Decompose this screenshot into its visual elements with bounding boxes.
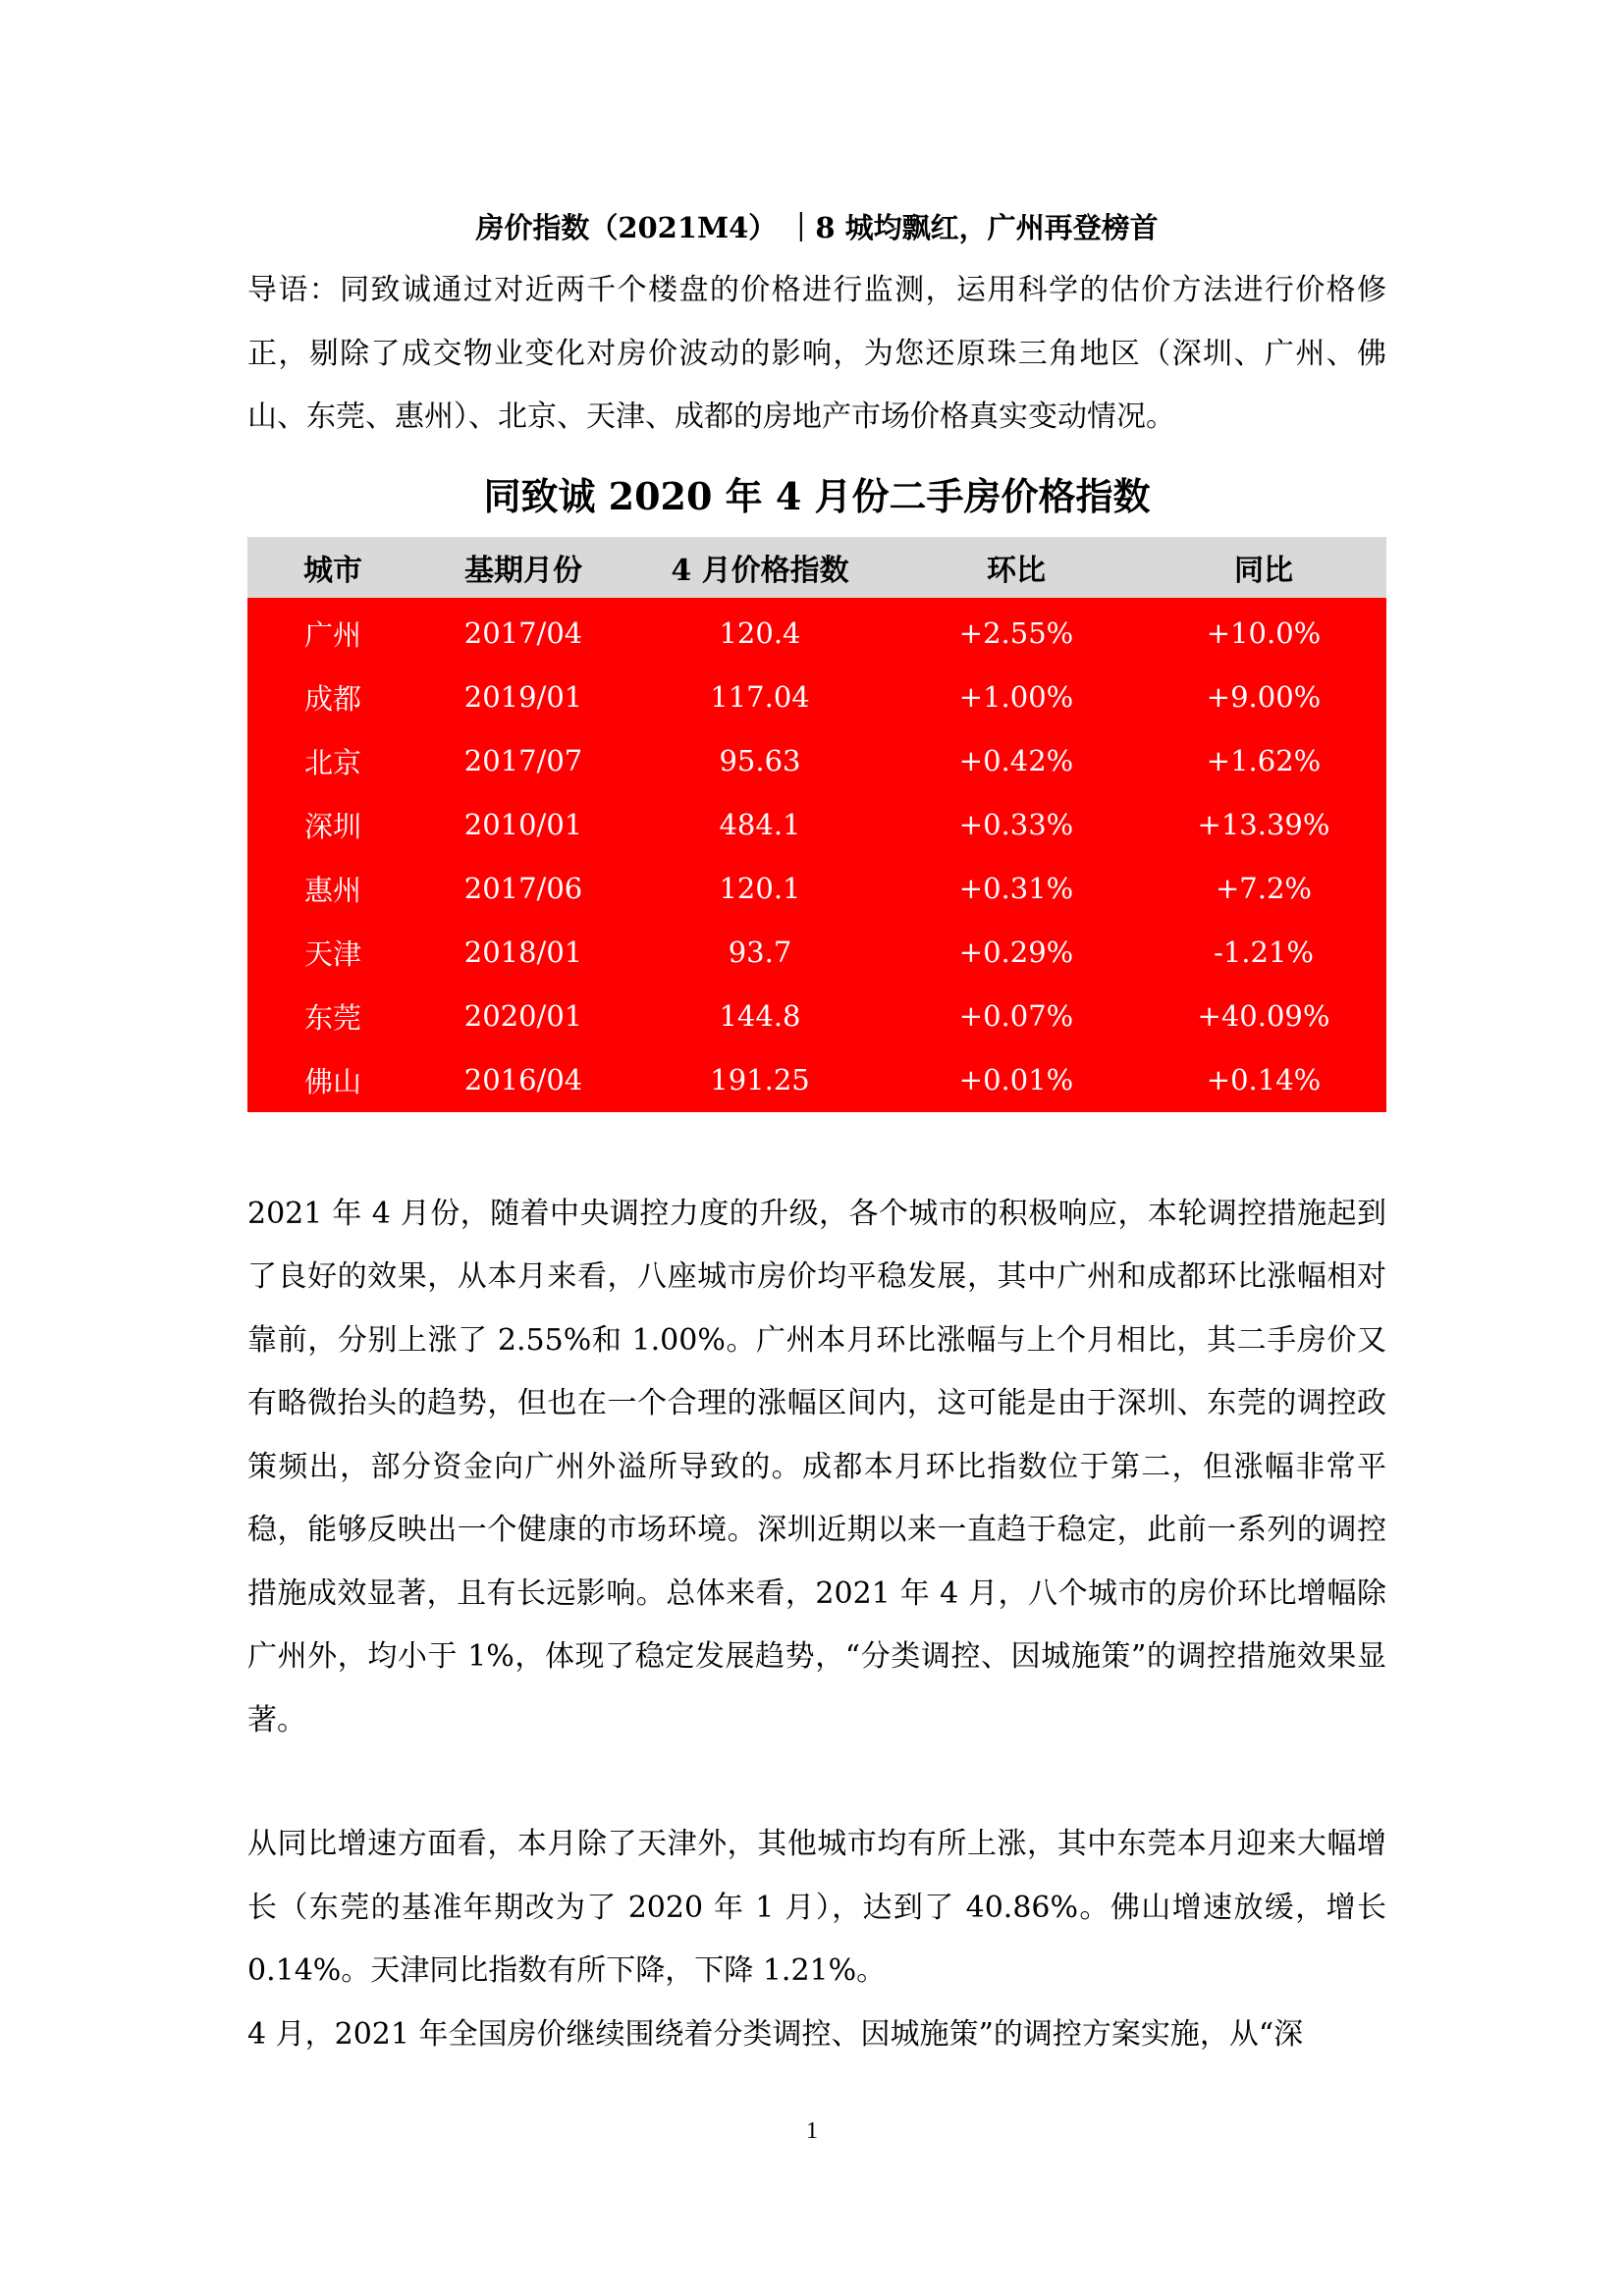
- cell-city: 惠州: [247, 857, 418, 921]
- cell-mom: +0.07%: [892, 985, 1141, 1048]
- cell-base-month: 2017/07: [418, 729, 628, 793]
- cell-mom: +0.31%: [892, 857, 1141, 921]
- table-row: [247, 921, 1386, 985]
- cell-base-month: 2019/01: [418, 666, 628, 729]
- table-row: [247, 985, 1386, 1048]
- cell-yoy: +10.0%: [1141, 598, 1386, 666]
- cell-mom: +0.33%: [892, 793, 1141, 857]
- cell-index: 120.4: [628, 598, 892, 666]
- header-city: 城市: [247, 537, 418, 598]
- document-title: 房价指数（2021M4） ｜8 城均飘红，广州再登榜首: [475, 211, 1159, 244]
- page-number: 1: [806, 2118, 818, 2144]
- analysis-paragraph-yoy: 从同比增速方面看，本月除了天津外，其他城市均有所上涨，其中东莞本月迎来大幅增长（东莞的基准年期改为了 2020 年 1 月），达到了 40.86%。佛山增速放缓，增长 0.14%。天津同比指数有所下降，下降 1.21%。: [247, 1827, 1386, 1988]
- table-title: 同致诚 2020 年 4 月份二手房价格指数: [483, 473, 1151, 518]
- cell-yoy: +1.62%: [1141, 729, 1386, 793]
- header-mom: 环比: [892, 537, 1141, 598]
- cell-city: 佛山: [247, 1048, 418, 1112]
- cell-index: 144.8: [628, 985, 892, 1048]
- cell-city: 东莞: [247, 985, 418, 1048]
- cell-city: 成都: [247, 666, 418, 729]
- cell-city: 北京: [247, 729, 418, 793]
- cell-index: 191.25: [628, 1048, 892, 1112]
- cell-index: 120.1: [628, 857, 892, 921]
- table-row: [247, 857, 1386, 921]
- cell-mom: +1.00%: [892, 666, 1141, 729]
- table-header-row: [247, 537, 1386, 598]
- table-row: [247, 793, 1386, 857]
- analysis-paragraph-mom: 2021 年 4 月份，随着中央调控力度的升级，各个城市的积极响应，本轮调控措施起到了良好的效果，从本月来看，八座城市房价均平稳发展，其中广州和成都环比涨幅相对靠前，分别上涨了 2.55%和 1.00%。广州本月环比涨幅与上个月相比，其二手房价又有略微抬头的趋势，但也在一个合理的涨幅区间内，这可能是由于深圳、东莞的调控政策频出，部分资金向广州外溢所导致的。成都本月环比指数位于第二，但涨幅非常平稳，能够反映出一个健康的市场环境。深圳近期以来一直趋于稳定，此前一系列的调控措施成效显著，且有长远影响。总体来看，2021 年 4 月，八个城市的房价环比增幅除广州外，均小于 1%，体现了稳定发展趋势，“分类调控、因城施策”的调控措施效果显著。: [247, 1196, 1386, 1737]
- cell-base-month: 2020/01: [418, 985, 628, 1048]
- cell-yoy: +13.39%: [1141, 793, 1386, 857]
- header-yoy: 同比: [1141, 537, 1386, 598]
- cell-mom: +2.55%: [892, 598, 1141, 666]
- cell-city: 深圳: [247, 793, 418, 857]
- price-index-table: [247, 537, 1386, 1112]
- header-april-index: 4 月价格指数: [628, 537, 892, 598]
- cell-city: 广州: [247, 598, 418, 666]
- cell-mom: +0.42%: [892, 729, 1141, 793]
- cell-base-month: 2010/01: [418, 793, 628, 857]
- cell-mom: +0.29%: [892, 921, 1141, 985]
- document-page: [247, 206, 1386, 2066]
- cell-yoy: +9.00%: [1141, 666, 1386, 729]
- cell-yoy: -1.21%: [1141, 921, 1386, 985]
- intro-paragraph: 导语：同致诚通过对近两千个楼盘的价格进行监测，运用科学的估价方法进行价格修正，剔除了成交物业变化对房价波动的影响，为您还原珠三角地区（深圳、广州、佛山、东莞、惠州）、北京、天津、成都的房地产市场价格真实变动情况。: [247, 273, 1386, 434]
- cell-yoy: +7.2%: [1141, 857, 1386, 921]
- cell-base-month: 2018/01: [418, 921, 628, 985]
- cell-base-month: 2017/06: [418, 857, 628, 921]
- price-index-table-wrapper: [247, 537, 1386, 1112]
- table-row: [247, 729, 1386, 793]
- cell-index: 484.1: [628, 793, 892, 857]
- table-row: [247, 598, 1386, 666]
- cell-base-month: 2017/04: [418, 598, 628, 666]
- header-base-month: 基期月份: [418, 537, 628, 598]
- table-row: [247, 666, 1386, 729]
- cell-mom: +0.01%: [892, 1048, 1141, 1112]
- cell-yoy: +40.09%: [1141, 985, 1386, 1048]
- cell-index: 93.7: [628, 921, 892, 985]
- table-row: [247, 1048, 1386, 1112]
- cell-city: 天津: [247, 921, 418, 985]
- cell-index: 95.63: [628, 729, 892, 793]
- cell-yoy: +0.14%: [1141, 1048, 1386, 1112]
- cell-index: 117.04: [628, 666, 892, 729]
- cell-base-month: 2016/04: [418, 1048, 628, 1112]
- analysis-paragraph-policy: 4 月，2021 年全国房价继续围绕着分类调控、因城施策”的调控方案实施，从“深: [247, 2016, 1304, 2052]
